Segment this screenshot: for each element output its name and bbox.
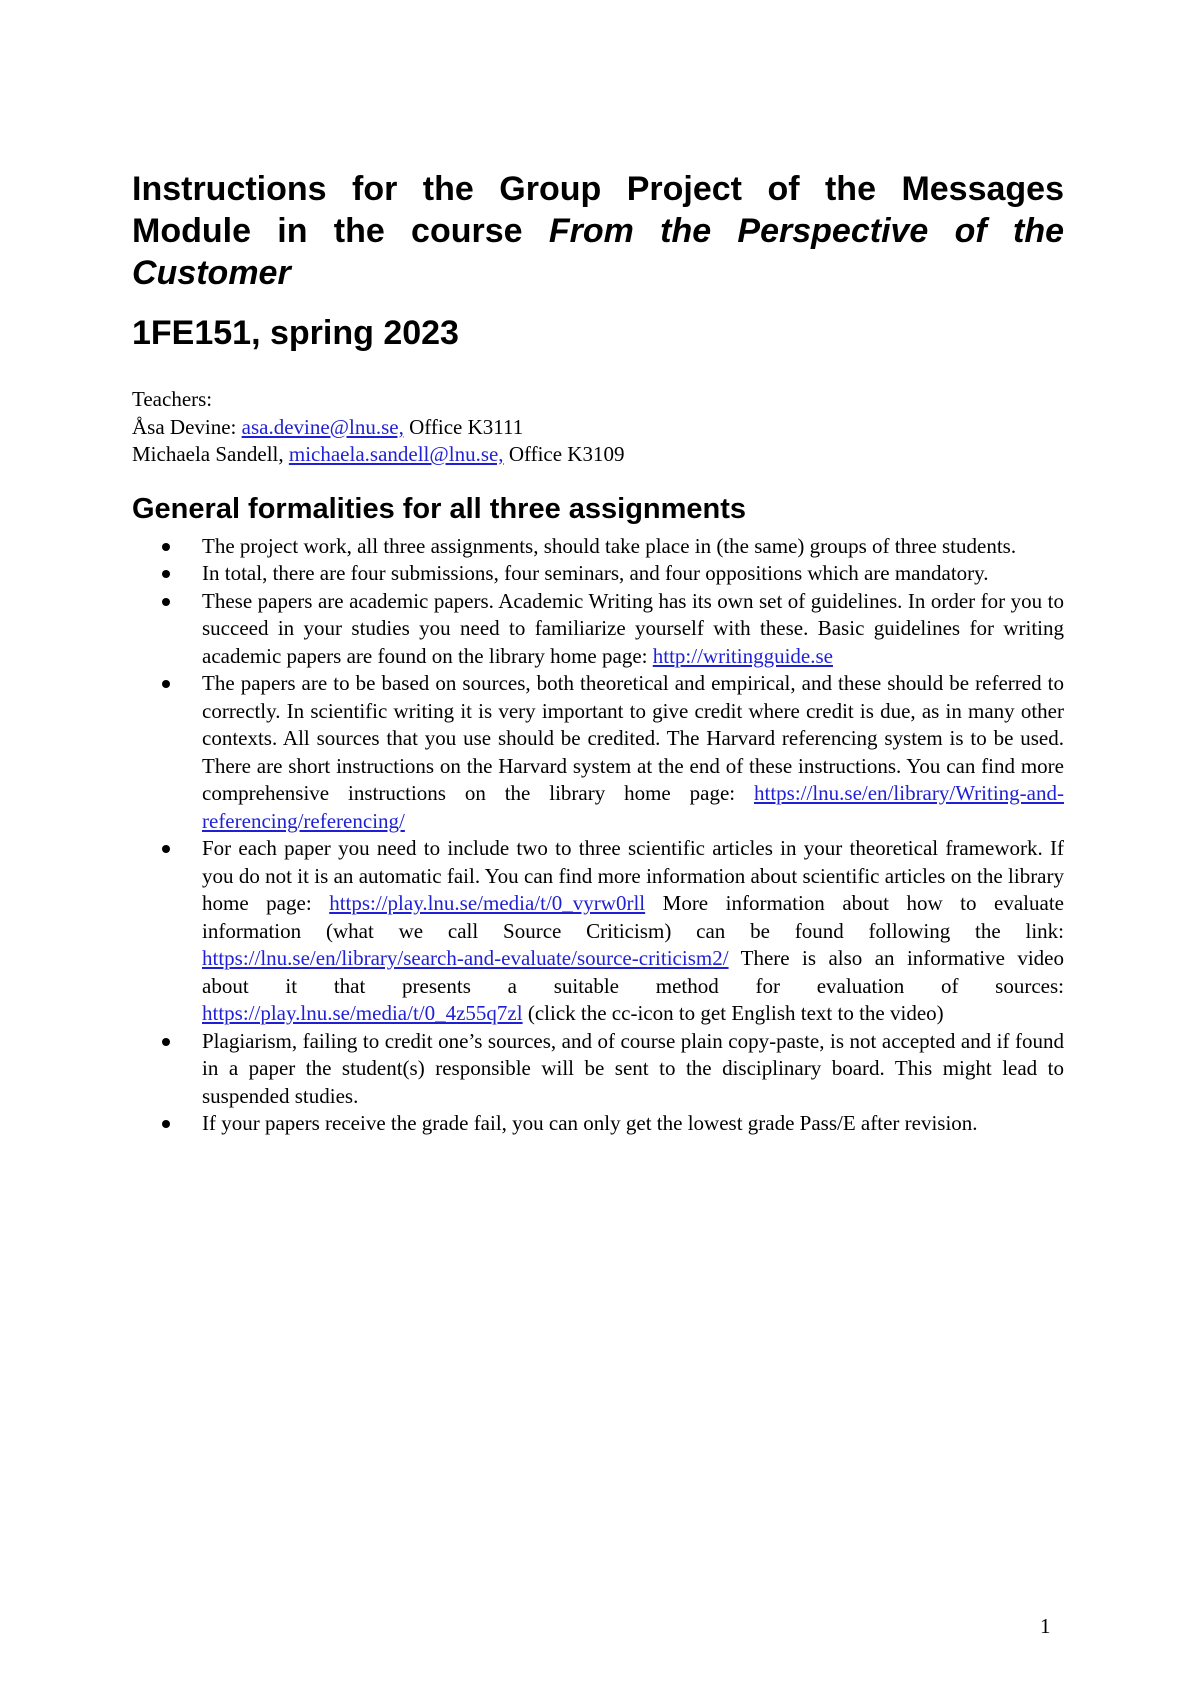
teachers-block — [132, 386, 1064, 469]
teachers-heading: Teachers: — [132, 387, 213, 411]
writingguide-link[interactable]: http://writingguide.se — [652, 643, 833, 668]
teacher-2 — [132, 441, 1064, 469]
teacher-2-office: Office K3109 — [503, 442, 625, 466]
bullet-icon — [162, 1120, 170, 1128]
title-main: Instructions for the Group Project of the Messages Module in the course — [132, 170, 1064, 250]
evaluation-video-link[interactable]: https://play.lnu.se/media/t/0_4z55q7zl — [202, 1001, 523, 1025]
page-number: 1 — [1040, 1614, 1051, 1638]
list-item-text: In total, there are four submissions, four seminars, and four oppositions which are mandatory. — [202, 561, 989, 585]
teacher-1-office: Office K3111 — [403, 414, 524, 439]
document-title — [132, 168, 1064, 294]
list-item — [132, 1028, 1064, 1111]
list-item — [132, 670, 1064, 835]
list-item — [132, 1110, 1064, 1138]
list-item — [132, 835, 1064, 1028]
referencing-link[interactable]: https://lnu.se/en/library/Writing-and-referencing/referencing/ — [202, 781, 1064, 833]
course-code-term: 1FE151, spring 2023 — [132, 314, 459, 352]
bullet-icon — [162, 845, 170, 853]
list-item-text: (click the cc-icon to get English text to the video) — [522, 1001, 944, 1025]
bullet-icon — [162, 1038, 170, 1046]
list-item-text: These papers are academic papers. Academic Writing has its own set of guidelines. In order for you to succeed in your studies you need to familiarize yourself with these. Basic guidelines for writing academic papers are found on the library home page: — [202, 588, 1064, 668]
bullet-icon — [162, 680, 170, 688]
list-item-text: The papers are to be based on sources, both theoretical and empirical, and these should be referred to correctly. In scientific writing it is very important to give credit where credit is due, as in many other contexts. All sources that you use should be credited. The Harvard referencing system is to be used. There are short instructions on the Harvard system at the end of these instructions. You can find more comprehensive instructions on the library home page: — [202, 671, 1064, 805]
list-item-text: More information about how to evaluate information (what we call Source Criticism) can be found following the link: — [202, 891, 1064, 943]
teacher-1-email-link[interactable]: asa.devine@lnu.se, — [241, 414, 404, 439]
section-heading: General formalities for all three assignments — [132, 492, 747, 525]
formalities-list — [132, 533, 1064, 1138]
list-item — [132, 533, 1064, 561]
list-item — [132, 560, 1064, 588]
list-item — [132, 588, 1064, 671]
page-content — [132, 168, 1064, 1138]
source-criticism-link[interactable]: https://lnu.se/en/library/search-and-evaluate/source-criticism2/ — [202, 946, 729, 970]
bullet-icon — [162, 543, 170, 551]
teacher-2-email-link[interactable]: michaela.sandell@lnu.se, — [288, 442, 504, 466]
teacher-1-name: Åsa Devine: — [132, 414, 242, 439]
list-item-text: Plagiarism, failing to credit one’s sources, and of course plain copy-paste, is not accepted and if found in a paper the student(s) responsible will be sent to the disciplinary board. This might lead to suspended studies. — [202, 1028, 1064, 1108]
bullet-icon — [162, 598, 170, 606]
title-course-name: From the Perspective of the Customer — [132, 212, 1064, 292]
list-item-text: There is also an informative video about it that presents a suitable method for evaluation of sources: — [202, 946, 1064, 998]
list-item-text: The project work, all three assignments, should take place in (the same) groups of three students. — [202, 533, 1017, 558]
list-item-text: If your papers receive the grade fail, you can only get the lowest grade Pass/E after revision. — [202, 1111, 978, 1135]
bullet-icon — [162, 570, 170, 578]
teacher-2-name: Michaela Sandell, — [132, 442, 289, 466]
teacher-1 — [132, 414, 1064, 442]
scientific-articles-video-link[interactable]: https://play.lnu.se/media/t/0_vyrw0rll — [329, 891, 646, 915]
list-item-text: For each paper you need to include two to three scientific articles in your theoretical framework. If you do not it is an automatic fail. You can find more information about scientific articles on the library home page: — [202, 836, 1064, 915]
